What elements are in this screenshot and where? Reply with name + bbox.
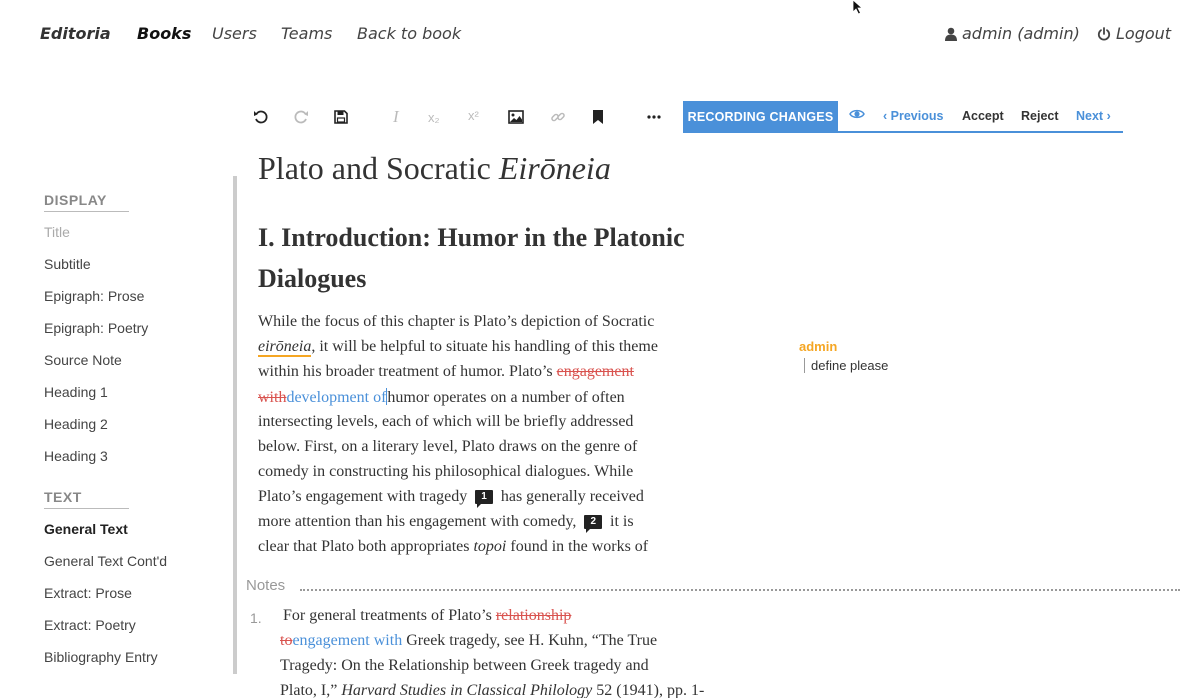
style-source-note[interactable]: Source Note (44, 352, 122, 368)
comment-text: define please (804, 358, 888, 373)
paragraph-text: has generally received (500, 488, 644, 505)
logout-button[interactable] (1097, 24, 1171, 43)
nav-teams[interactable]: Teams (281, 24, 333, 43)
subscript-button[interactable]: x₂ (428, 110, 440, 125)
recording-changes-button[interactable]: RECORDING CHANGES (683, 101, 838, 133)
reject-button[interactable]: Reject (1021, 109, 1059, 123)
italic-text: Harvard Studies in Classical Philology (341, 682, 593, 698)
power-icon (1097, 27, 1111, 41)
paragraph-text: found in the works of (506, 538, 649, 555)
user-name: admin (admin) (962, 24, 1080, 43)
paragraph-text: within his broader treatment of humor. Plato’s (258, 363, 557, 380)
paragraph-line (258, 488, 644, 506)
nav-users[interactable]: Users (212, 24, 257, 43)
note-line[interactable] (280, 632, 657, 650)
style-epigraph-poetry[interactable]: Epigraph: Poetry (44, 320, 149, 336)
previous-label: Previous (890, 109, 944, 123)
paragraph-text: , it will be helpful to situate his handling of this theme (311, 338, 658, 355)
deleted-text[interactable]: engagement (556, 363, 634, 380)
note-callout[interactable]: 1 (475, 490, 493, 504)
image-icon[interactable] (505, 107, 527, 127)
paragraph-line (258, 388, 625, 407)
style-heading-1[interactable]: Heading 1 (44, 384, 108, 400)
link-icon[interactable] (547, 107, 569, 127)
inserted-text[interactable]: engagement with (292, 632, 403, 649)
note-text: 52 (1941), pp. 1- (592, 682, 705, 698)
editor-toolbar (246, 101, 1126, 133)
chevron-left-icon: ‹ (883, 109, 891, 123)
nav-user[interactable] (945, 24, 1080, 43)
paragraph-line (258, 338, 658, 356)
more-icon[interactable] (643, 107, 665, 127)
note-text: Plato, I,” (280, 682, 342, 698)
note-text: Greek tragedy, see H. Kuhn, “The True (402, 632, 658, 649)
editor-scrollbar[interactable] (233, 176, 237, 674)
note-text: For general treatments of Plato’s (283, 607, 496, 624)
note-line[interactable]: Tragedy: On the Relationship between Greek tragedy and (280, 657, 649, 674)
brand-logo[interactable]: Editoria (40, 24, 111, 43)
chevron-right-icon: › (1103, 109, 1111, 123)
style-title[interactable]: Title (44, 224, 70, 240)
paragraph-text: humor operates on a number of often (387, 389, 625, 406)
mouse-pointer-icon (852, 0, 864, 16)
inserted-text[interactable]: development of (286, 389, 387, 406)
title-text: Plato and Socratic (258, 150, 499, 186)
next-change-button[interactable] (1076, 109, 1111, 123)
deleted-text[interactable]: relationship (495, 607, 572, 624)
style-general-text-cont[interactable]: General Text Cont'd (44, 553, 168, 569)
italic-text: topoi (473, 538, 507, 555)
nav-books[interactable]: Books (137, 24, 192, 43)
paragraph-text: clear that Plato both appropriates (258, 538, 474, 555)
italic-button[interactable]: I (393, 107, 399, 126)
previous-change-button[interactable] (883, 109, 943, 123)
note-index: 1. (250, 610, 262, 626)
editor-clip (246, 555, 696, 567)
top-nav (0, 0, 1180, 70)
note-line[interactable] (280, 682, 704, 698)
nav-back-to-book[interactable]: Back to book (357, 24, 462, 43)
document-title (258, 150, 688, 187)
note-line[interactable] (283, 607, 571, 625)
paragraph-line: intersecting levels, each of which will be briefly addressed (258, 413, 634, 430)
comment-box[interactable] (799, 339, 888, 373)
eye-icon[interactable] (849, 108, 865, 123)
paragraph-text: Plato’s engagement with tragedy (258, 488, 468, 505)
logout-label: Logout (1116, 24, 1172, 43)
commented-text[interactable]: eirōneia (258, 338, 312, 355)
style-subtitle[interactable]: Subtitle (44, 256, 91, 272)
style-extract-prose[interactable]: Extract: Prose (44, 585, 132, 601)
paragraph-text: more attention than his engagement with comedy, (258, 513, 577, 530)
paragraph-line (258, 363, 634, 381)
note-callout[interactable]: 2 (584, 515, 602, 529)
next-label: Next (1076, 109, 1104, 123)
style-heading-3[interactable]: Heading 3 (44, 448, 108, 464)
paragraph-line: below. First, on a literary level, Plato draws on the genre of (258, 438, 638, 455)
text-section-header: TEXT (44, 489, 129, 509)
paragraph-line: While the focus of this chapter is Plato’s depiction of Socratic (258, 313, 655, 330)
bookmark-icon[interactable] (587, 107, 609, 127)
deleted-text[interactable]: with (258, 389, 287, 406)
user-icon (945, 27, 957, 41)
style-bibliography-entry[interactable]: Bibliography Entry (44, 649, 158, 665)
paragraph-line (258, 538, 648, 556)
paragraph-line: comedy in constructing his philosophical dialogues. While (258, 463, 634, 480)
save-icon[interactable] (330, 107, 352, 127)
accept-button[interactable]: Accept (962, 109, 1004, 123)
style-extract-poetry[interactable]: Extract: Poetry (44, 617, 136, 633)
comment-author: admin (799, 339, 838, 354)
redo-icon[interactable] (290, 107, 312, 127)
track-changes-bar (838, 101, 1123, 133)
style-general-text[interactable]: General Text (44, 521, 128, 537)
paragraph-text: it is (610, 513, 634, 530)
undo-icon[interactable] (250, 107, 272, 127)
title-italic: Eirōneia (498, 150, 611, 186)
notes-divider (300, 589, 1180, 591)
style-epigraph-prose[interactable]: Epigraph: Prose (44, 288, 145, 304)
superscript-button[interactable]: x² (468, 108, 479, 123)
notes-header: Notes (246, 577, 286, 594)
display-section-header: DISPLAY (44, 192, 129, 212)
style-heading-2[interactable]: Heading 2 (44, 416, 108, 432)
deleted-text[interactable]: to (280, 632, 293, 649)
paragraph-line (258, 513, 634, 531)
document-heading: I. Introduction: Humor in the Platonic Dialogues (258, 223, 685, 293)
